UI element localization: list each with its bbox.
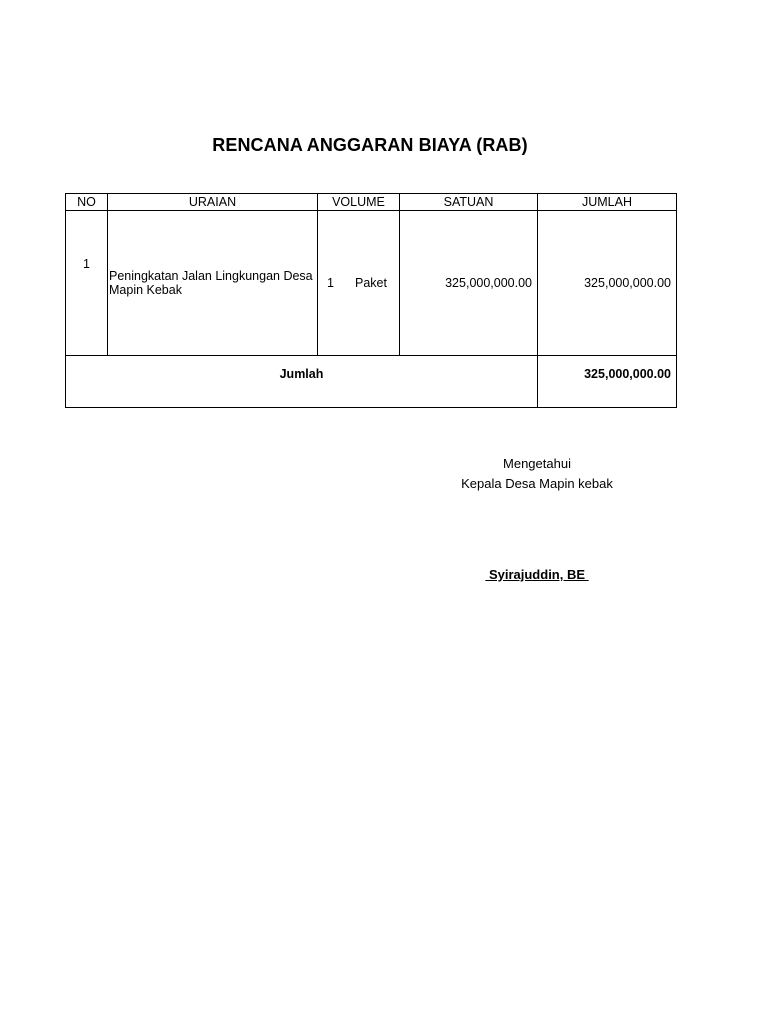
row-uraian: Peningkatan Jalan Lingkungan Desa Mapin Kebak xyxy=(108,211,318,356)
row-volume-qty: 1 xyxy=(327,276,334,290)
table-header-row xyxy=(66,194,677,211)
signature-block xyxy=(437,454,637,494)
total-label: Jumlah xyxy=(66,356,538,408)
total-value: 325,000,000.00 xyxy=(538,356,677,408)
row-jumlah: 325,000,000.00 xyxy=(538,211,677,356)
document-title: RENCANA ANGGARAN BIAYA (RAB) xyxy=(212,135,528,155)
row-volume-unit: Paket xyxy=(355,276,387,290)
row-satuan: 325,000,000.00 xyxy=(400,211,538,356)
header-volume: VOLUME xyxy=(318,194,400,211)
table-total-row xyxy=(66,356,677,408)
signer-name-block xyxy=(437,567,637,582)
header-uraian: URAIAN xyxy=(108,194,318,211)
signer-position: Kepala Desa Mapin kebak xyxy=(461,476,613,491)
budget-table xyxy=(65,193,677,408)
acknowledge-text: Mengetahui xyxy=(503,456,571,471)
signer-name: Syirajuddin, BE xyxy=(485,567,589,582)
row-volume-cell xyxy=(318,211,400,356)
row-no: 1 xyxy=(83,257,90,271)
row-no-cell xyxy=(66,211,108,356)
header-jumlah: JUMLAH xyxy=(538,194,677,211)
table-row xyxy=(66,211,677,356)
header-no: NO xyxy=(66,194,108,211)
header-satuan: SATUAN xyxy=(400,194,538,211)
